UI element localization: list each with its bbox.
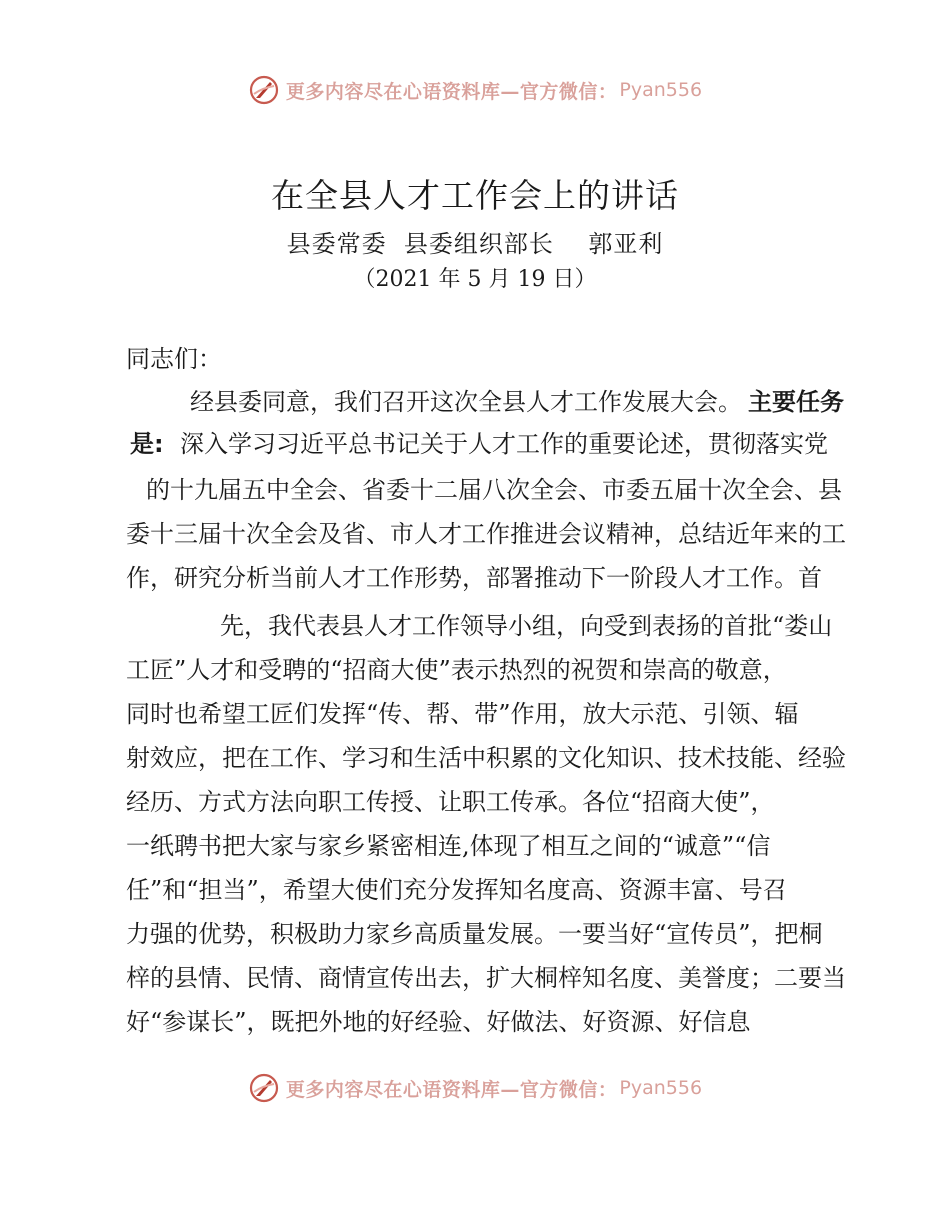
- quill-logo-icon: [248, 74, 280, 106]
- body-line: 深入学习习近平总书记关于人才工作的重要论述，贯彻落实党: [180, 430, 828, 458]
- body-line: 任”和“担当”，希望大使们充分发挥知名度高、资源丰富、号召: [126, 876, 787, 904]
- watermark-banner-top: [0, 70, 950, 110]
- body-line: 工匠”人才和受聘的“招商大使”表示热烈的祝贺和崇高的敬意，: [126, 656, 787, 684]
- watermark-text: 更多内容尽在心语资料库—官方微信：: [285, 80, 618, 103]
- body-line: 作，研究分析当前人才工作形势，部署推动下一阶段人才工作。首: [126, 564, 822, 592]
- body-line-bold: 是:: [130, 430, 164, 458]
- page-title: 在全县人才工作会上的讲话: [271, 176, 679, 215]
- salutation: 同志们：: [126, 345, 222, 373]
- body-line: 射效应，把在工作、学习和生活中积累的文化知识、技术技能、经验: [126, 744, 846, 772]
- body-line: 委十三届十次全会及省、市人才工作推进会议精神，总结近年来的工: [126, 520, 846, 548]
- body-line: 一纸聘书把大家与家乡紧密相连,体现了相互之间的“诚意”“信: [126, 832, 771, 860]
- watermark-wechat: Pyan556: [619, 1077, 703, 1099]
- body-line: 经历、方式方法向职工传授、让职工传承。各位“招商大使”，: [126, 788, 775, 816]
- body-line: 力强的优势，积极助力家乡高质量发展。一要当好“宣传员”，把桐: [126, 920, 823, 948]
- body-line: 好“参谋长”，既把外地的好经验、好做法、好资源、好信息: [126, 1008, 751, 1036]
- watermark-text: 更多内容尽在心语资料库—官方微信：: [285, 1078, 618, 1101]
- body-line: 梓的县情、民情、商情宣传出去，扩大桐梓知名度、美誉度；二要当: [126, 964, 846, 992]
- body-line: 经县委同意，我们召开这次全县人才工作发展大会。: [190, 388, 742, 416]
- body-line: 的十九届五中全会、省委十二届八次全会、市委五届十次全会、县: [146, 476, 842, 504]
- author-line: 县委常委 县委组织部长 郭亚利: [286, 230, 664, 258]
- body-line-bold: 主要任务: [748, 388, 844, 416]
- watermark-wechat: Pyan556: [619, 79, 703, 101]
- date-line: （2021 年 5 月 19 日）: [353, 267, 597, 292]
- quill-logo-icon: [248, 1072, 280, 1104]
- body-line: 先，我代表县人才工作领导小组，向受到表扬的首批“娄山: [220, 612, 833, 640]
- body-line: 同时也希望工匠们发挥“传、帮、带”作用，放大示范、引领、辐: [126, 700, 799, 728]
- watermark-banner-bottom: [0, 1068, 950, 1108]
